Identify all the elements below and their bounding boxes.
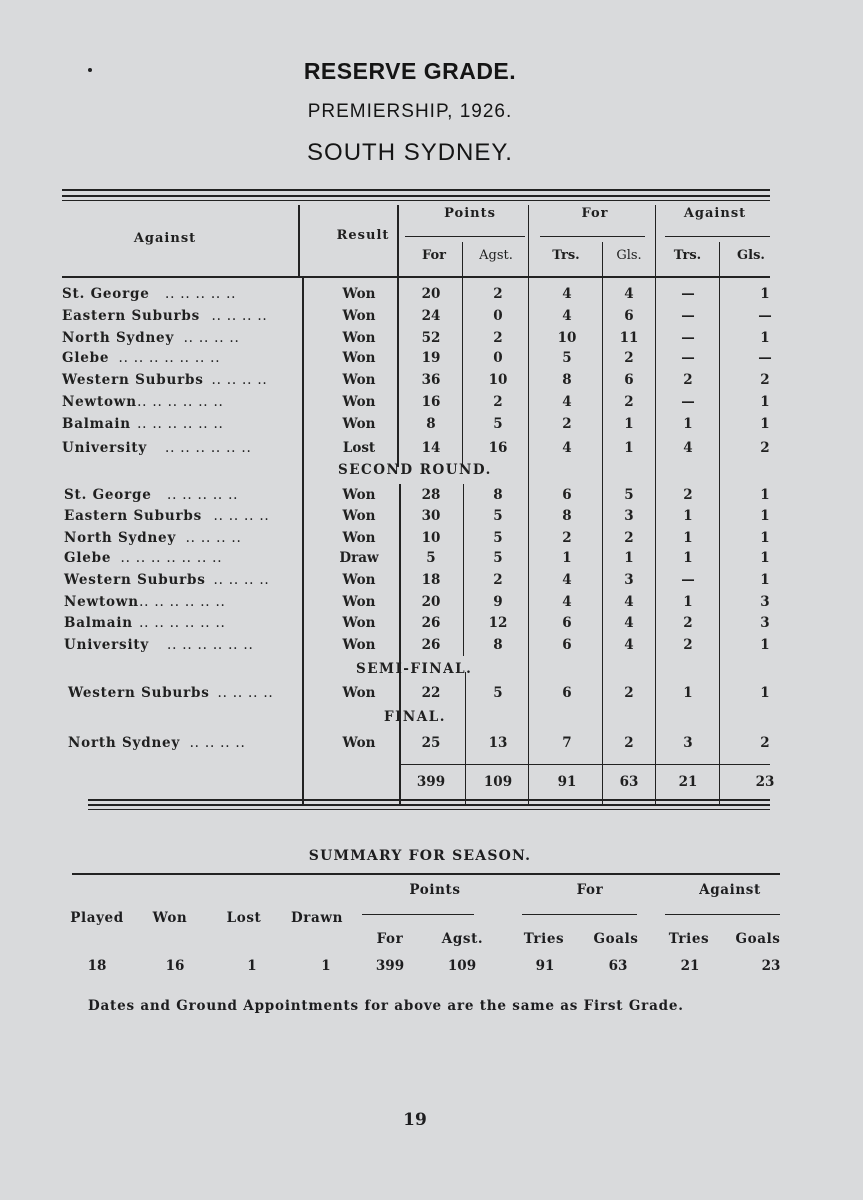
leader-dots: .. .. .. .. [217,685,274,701]
cell-ft: 10 [557,330,577,346]
cell-pf: 14 [421,440,441,456]
cell-ag: 1 [760,550,770,566]
team-name: Balmain [64,615,133,631]
cell-result: Won [342,615,376,631]
cell-pa: 0 [493,308,503,324]
points-underline [405,236,525,237]
cell-ag: 1 [760,685,770,701]
cell-at: 1 [683,530,693,546]
summary-top-rule [72,873,780,875]
summary-header-against-group: Against [699,882,761,898]
cell-at: 1 [683,508,693,524]
cell-result: Won [342,572,376,588]
cell-ft: 4 [562,440,572,456]
cell-pa: 5 [493,530,503,546]
col-divider-points-3 [465,672,466,804]
total-pa: 109 [483,774,513,790]
cell-fg: 4 [624,615,634,631]
team-name: North Sydney [68,735,181,751]
leader-dots: .. .. .. .. [213,508,270,524]
leader-dots: .. .. .. .. .. .. [167,637,254,653]
cell-fg: 1 [624,550,634,566]
cell-result: Won [342,487,376,503]
cell-ag: 1 [760,530,770,546]
cell-ag: 1 [760,416,770,432]
cell-pa: 8 [493,637,503,653]
cell-ag: 3 [760,594,770,610]
summary-won: 16 [165,958,185,974]
cell-pf: 26 [421,637,441,653]
cell-ft: 4 [562,286,572,302]
cell-at: 1 [683,594,693,610]
cell-at: — [681,394,695,410]
header-result: Result [336,228,390,243]
header-for-gls: Gls. [616,248,642,263]
summary-header-played: Played [70,910,124,926]
page-subtitle: PREMIERSHIP, 1926. [307,101,513,122]
cell-result: Won [342,530,376,546]
team-name: University [62,440,148,456]
total-ft: 91 [557,774,577,790]
cell-pa: 0 [493,350,503,366]
cell-at: 1 [683,550,693,566]
leader-dots: .. .. .. .. .. .. .. [118,350,221,366]
cell-pa: 8 [493,487,503,503]
cell-ft: 6 [562,615,572,631]
col-divider-points-2 [463,484,464,656]
header-bottom-rule [62,276,770,278]
team-name: Balmain [62,416,131,432]
cell-ft: 7 [562,735,572,751]
total-ag: 23 [755,774,775,790]
cell-result: Won [342,594,376,610]
cell-ag: 1 [760,508,770,524]
cell-pf: 20 [421,594,441,610]
cell-fg: 2 [624,735,634,751]
cell-ft: 6 [562,487,572,503]
cell-fg: 2 [624,350,634,366]
team-name: St. George [64,487,152,503]
summary-points-underline [362,914,474,915]
cell-result: Won [342,685,376,701]
summary-header-for-tries: Tries [523,931,565,947]
team-name: University [64,637,150,653]
col-divider-result [397,205,399,467]
cell-ft: 5 [562,350,572,366]
team-name: Western Suburbs [68,685,210,701]
cell-ag: 1 [760,330,770,346]
cell-ag: 1 [760,286,770,302]
cell-ft: 6 [562,685,572,701]
leader-dots: .. .. .. .. [211,372,268,388]
cell-pf: 24 [421,308,441,324]
cell-pf: 20 [421,286,441,302]
cell-pf: 8 [426,416,436,432]
cell-at: 1 [683,416,693,432]
cell-result: Won [342,350,376,366]
cell-pa: 5 [493,508,503,524]
header-against: Against [133,231,197,246]
cell-ft: 8 [562,508,572,524]
cell-at: 3 [683,735,693,751]
cell-result: Won [342,394,376,410]
leader-dots: .. .. .. .. [211,308,268,324]
header-for-group: For [581,206,609,221]
summary-for-underline [522,914,637,915]
cell-pf: 28 [421,487,441,503]
cell-fg: 2 [624,685,634,701]
leader-dots: .. .. .. .. .. [167,487,239,503]
summary-header-points-for: For [376,931,404,947]
appointments-note: Dates and Ground Appointments for above are the same as First Grade. [88,998,684,1014]
cell-fg: 3 [624,508,634,524]
cell-at: — [681,572,695,588]
cell-pa: 2 [493,394,503,410]
cell-fg: 1 [624,440,634,456]
summary-agst-tries: 21 [680,958,700,974]
summary-lost: 1 [247,958,257,974]
leader-dots: .. .. .. .. [213,572,270,588]
cell-at: 1 [683,685,693,701]
cell-ag: — [758,350,772,366]
leader-dots: .. .. .. .. .. .. [165,440,252,456]
team-name: North Sydney [64,530,177,546]
cell-fg: 6 [624,372,634,388]
team-name: Western Suburbs [64,572,206,588]
cell-fg: 2 [624,530,634,546]
summary-agst-goals: 23 [761,958,781,974]
cell-result: Won [342,308,376,324]
cell-pa: 13 [488,735,508,751]
col-divider-agst-trs [719,242,720,804]
cell-ft: 8 [562,372,572,388]
cell-at: 2 [683,615,693,631]
against-underline [665,236,770,237]
table-bottom-rule [88,799,770,801]
summary-title: SUMMARY FOR SEASON. [308,848,532,864]
leader-dots: .. .. .. .. .. [165,286,237,302]
cell-result: Won [342,637,376,653]
cell-pa: 5 [493,685,503,701]
cell-ag: 1 [760,394,770,410]
summary-header-points: Points [409,882,461,898]
header-points-for: For [421,248,447,263]
club-name: SOUTH SYDNEY. [307,139,513,166]
page-title: RESERVE GRADE. [303,58,517,84]
summary-points-agst: 109 [447,958,477,974]
leader-dots: .. .. .. .. .. .. .. [120,550,223,566]
cell-pa: 2 [493,572,503,588]
summary-header-for-group: For [576,882,604,898]
cell-pf: 52 [421,330,441,346]
col-divider-for-trs [602,242,603,804]
header-agst-gls: Gls. [737,248,765,263]
table-top-rule-3 [62,200,770,201]
summary-played: 18 [87,958,107,974]
leader-dots: .. .. .. .. .. .. [137,394,224,410]
cell-result: Won [342,372,376,388]
summary-against-underline [665,914,780,915]
cell-at: 2 [683,637,693,653]
cell-pa: 16 [488,440,508,456]
col-divider-pa-for [528,205,529,805]
cell-at: — [681,286,695,302]
cell-result: Won [342,508,376,524]
team-name: Glebe [62,350,110,366]
section-second-round: SECOND ROUND. [338,462,492,478]
col-divider-against-lower [302,277,304,805]
cell-pa: 2 [493,330,503,346]
leader-dots: .. .. .. .. [183,330,240,346]
table-bottom-rule-2 [88,804,770,806]
total-at: 21 [678,774,698,790]
cell-pf: 36 [421,372,441,388]
header-points-agst: Agst. [479,248,513,263]
section-final: FINAL. [384,709,446,725]
cell-pa: 2 [493,286,503,302]
col-divider-points [462,242,463,467]
header-agst-trs: Trs. [673,248,702,263]
leader-dots: .. .. .. .. .. .. [139,594,226,610]
cell-fg: 4 [624,594,634,610]
section-semi-final: SEMI-FINAL. [356,661,473,677]
cell-pa: 5 [493,550,503,566]
cell-pf: 5 [426,550,436,566]
cell-fg: 1 [624,416,634,432]
header-for-trs: Trs. [552,248,580,263]
cell-pf: 10 [421,530,441,546]
table-top-rule-2 [62,195,770,197]
cell-pf: 22 [421,685,441,701]
team-name: Newtown [62,394,137,410]
cell-at: 2 [683,372,693,388]
cell-ag: 2 [760,372,770,388]
summary-for-goals: 63 [608,958,628,974]
cell-result: Won [342,330,376,346]
for-underline [540,236,645,237]
cell-fg: 4 [624,637,634,653]
team-name: Glebe [64,550,112,566]
total-fg: 63 [619,774,639,790]
cell-at: 4 [683,440,693,456]
col-divider-result-2 [399,484,401,804]
cell-pf: 26 [421,615,441,631]
cell-pa: 9 [493,594,503,610]
summary-drawn: 1 [321,958,331,974]
totals-top-rule [400,764,770,765]
cell-ft: 4 [562,394,572,410]
summary-header-lost: Lost [226,910,262,926]
team-name: Eastern Suburbs [64,508,203,524]
cell-fg: 2 [624,394,634,410]
total-pf: 399 [416,774,446,790]
team-name: North Sydney [62,330,175,346]
leader-dots: .. .. .. .. [189,735,246,751]
summary-header-agst-goals: Goals [735,931,781,947]
cell-pa: 10 [488,372,508,388]
cell-ag: 1 [760,637,770,653]
team-name: Western Suburbs [62,372,204,388]
table-top-rule [62,189,770,191]
cell-ag: 1 [760,487,770,503]
leader-dots: .. .. .. .. [185,530,242,546]
summary-header-points-agst: Agst. [441,931,484,947]
cell-pa: 5 [493,416,503,432]
summary-header-for-goals: Goals [593,931,639,947]
team-name: St. George [62,286,150,302]
cell-result: Won [342,416,376,432]
cell-at: — [681,330,695,346]
summary-points-for: 399 [375,958,405,974]
leader-dots: .. .. .. .. .. .. [137,416,224,432]
cell-result: Won [342,286,376,302]
cell-ag: 2 [760,735,770,751]
cell-ag: 1 [760,572,770,588]
cell-result: Lost [342,440,376,456]
cell-ft: 1 [562,550,572,566]
cell-at: — [681,308,695,324]
summary-for-tries: 91 [535,958,555,974]
cell-pf: 30 [421,508,441,524]
cell-ft: 4 [562,572,572,588]
page-number: 19 [403,1110,427,1130]
team-name: Newtown [64,594,139,610]
cell-pf: 19 [421,350,441,366]
col-divider-for-against [655,205,656,805]
summary-header-drawn: Drawn [290,910,343,926]
cell-ag: — [758,308,772,324]
cell-ft: 4 [562,308,572,324]
header-against-group: Against [683,206,747,221]
leader-dots: .. .. .. .. .. .. [139,615,226,631]
cell-fg: 5 [624,487,634,503]
header-points: Points [444,206,496,221]
cell-fg: 11 [619,330,639,346]
cell-result: Won [342,735,376,751]
table-bottom-rule-3 [88,809,770,810]
cell-ag: 2 [760,440,770,456]
cell-fg: 3 [624,572,634,588]
cell-pf: 16 [421,394,441,410]
summary-header-agst-tries: Tries [668,931,710,947]
cell-fg: 4 [624,286,634,302]
cell-ft: 4 [562,594,572,610]
cell-ft: 6 [562,637,572,653]
cell-pa: 12 [488,615,508,631]
cell-fg: 6 [624,308,634,324]
cell-ft: 2 [562,416,572,432]
col-divider-against [298,205,300,277]
cell-pf: 25 [421,735,441,751]
cell-ag: 3 [760,615,770,631]
summary-header-won: Won [152,910,188,926]
cell-at: 2 [683,487,693,503]
cell-ft: 2 [562,530,572,546]
cell-pf: 18 [421,572,441,588]
cell-result: Draw [339,550,379,566]
team-name: Eastern Suburbs [62,308,201,324]
cell-at: — [681,350,695,366]
